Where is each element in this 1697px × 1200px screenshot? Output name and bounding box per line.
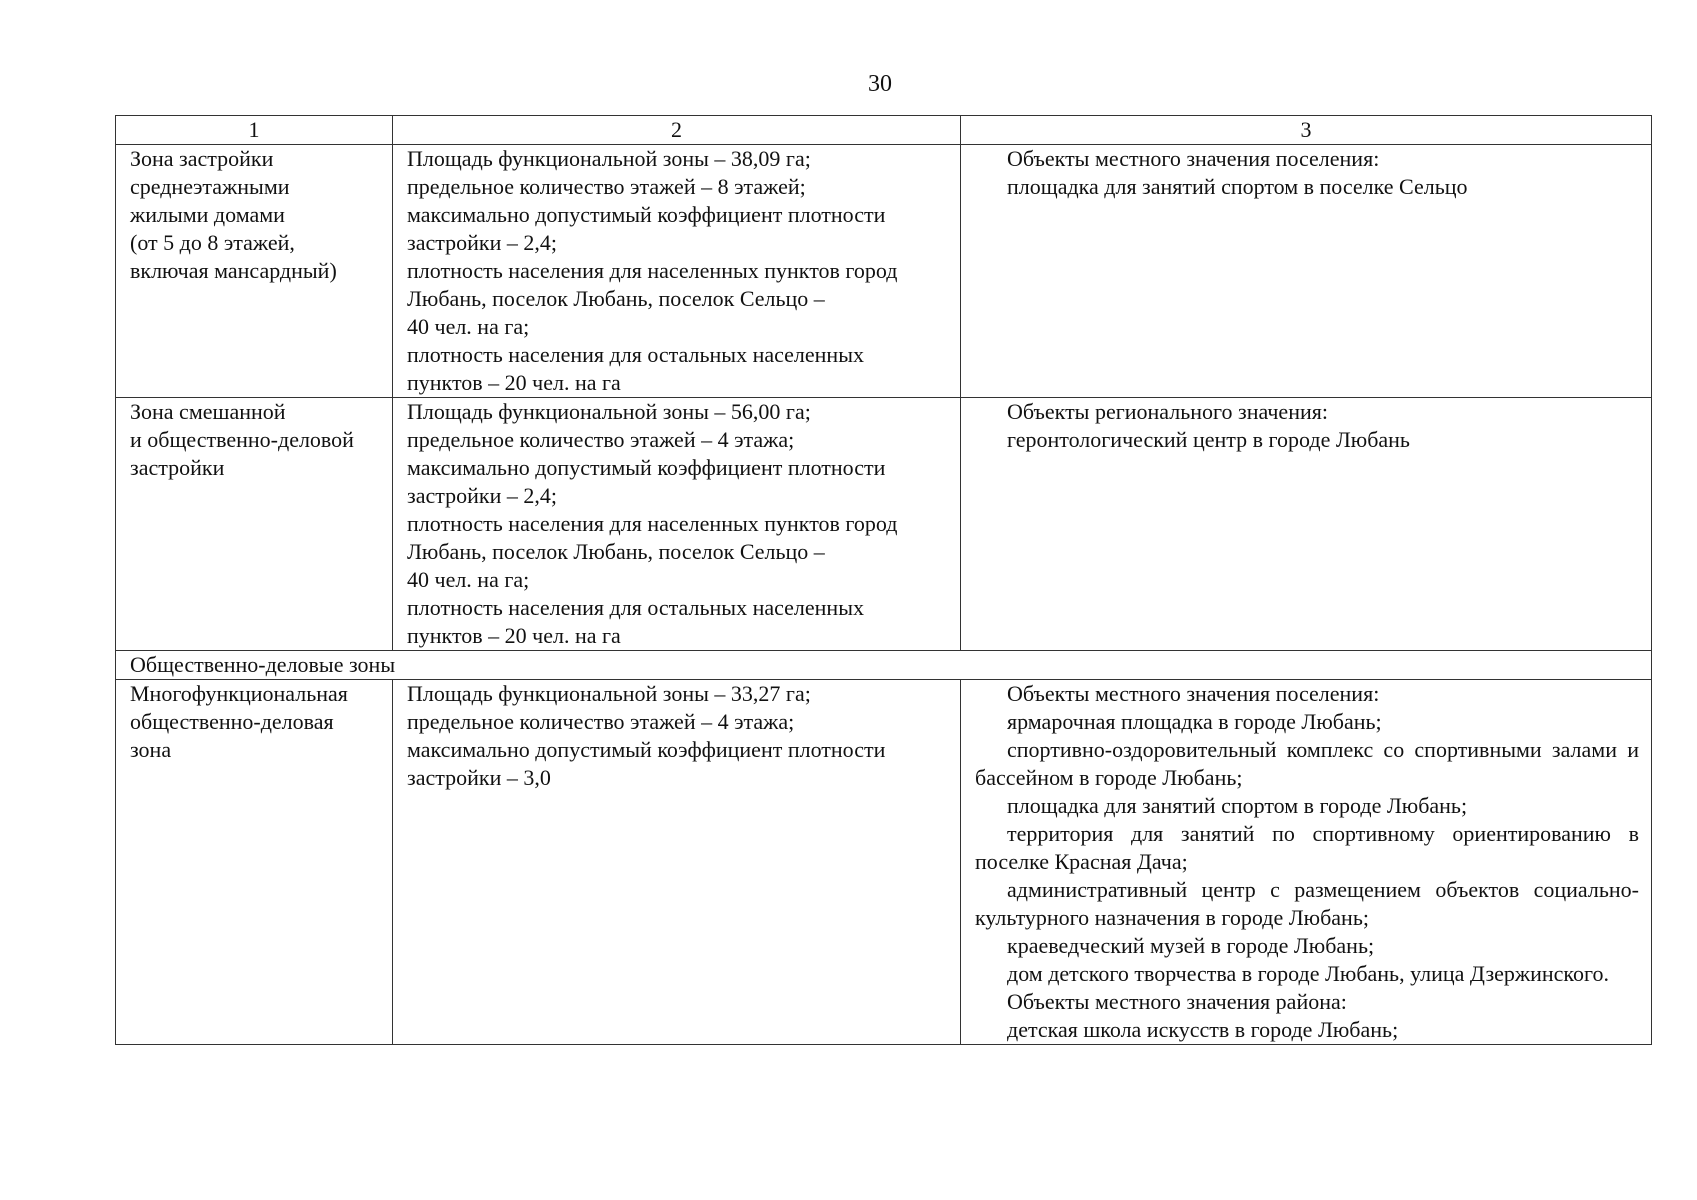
param-line: плотность населения для остальных населенных [407,342,864,367]
zone-objects-cell [961,145,1652,398]
object-line: ярмарочная площадка в городе Любань; [1007,709,1382,734]
param-line: максимально допустимый коэффициент плотности [407,202,886,227]
zone-name-cell [116,680,393,1045]
zones-table [115,115,1652,1045]
param-line: максимально допустимый коэффициент плотности [407,737,886,762]
header-cell-2: 2 [393,116,961,145]
zone-name-line: Многофункциональная [130,681,348,706]
page-number: 30 [868,71,892,97]
param-line: 40 чел. на га; [407,314,530,339]
section-row [116,651,1652,680]
param-line: максимально допустимый коэффициент плотности [407,455,886,480]
param-line: 40 чел. на га; [407,567,530,592]
param-line: плотность населения для населенных пунктов город [407,258,898,283]
zone-name-line: Зона смешанной [130,399,286,424]
object-line: Объекты местного значения поселения: [1007,146,1380,171]
param-line: предельное количество этажей – 4 этажа; [407,709,795,734]
object-line: площадка для занятий спортом в поселке Сельцо [1007,174,1468,199]
object-line: спортивно-оздоровительный комплекс со спортивными залами и бассейном в городе Любань; [975,737,1639,790]
zone-name-cell [116,398,393,651]
section-title: Общественно-деловые зоны [116,651,1652,680]
param-line: застройки – 2,4; [407,483,557,508]
param-line: плотность населения для населенных пунктов город [407,511,898,536]
param-line: предельное количество этажей – 4 этажа; [407,427,795,452]
header-cell-1: 1 [116,116,393,145]
zone-params-cell [393,680,961,1045]
object-line: геронтологический центр в городе Любань [1007,427,1410,452]
object-line: Объекты местного значения района: [1007,989,1347,1014]
param-line: Площадь функциональной зоны – 33,27 га; [407,681,811,706]
param-line: плотность населения для остальных населенных [407,595,864,620]
zone-name-line: (от 5 до 8 этажей, [130,230,295,255]
table-header-row [116,116,1652,145]
object-line: дом детского творчества в городе Любань, улица Дзержинского. [1007,961,1609,986]
zone-name-line: зона [130,737,172,762]
table-row [116,680,1652,1045]
zone-params-cell [393,398,961,651]
object-line: Объекты регионального значения: [1007,399,1328,424]
zone-name-line: жилыми домами [130,202,285,227]
object-line: территория для занятий по спортивному ориентированию в поселке Красная Дача; [975,821,1639,874]
zone-name-cell [116,145,393,398]
param-line: Площадь функциональной зоны – 38,09 га; [407,146,811,171]
zone-name-line: Зона застройки [130,146,274,171]
object-line: административный центр с размещением объектов социально-культурного назначения в городе Любань; [975,877,1639,930]
object-line: краеведческий музей в городе Любань; [1007,933,1375,958]
param-line: предельное количество этажей – 8 этажей; [407,174,806,199]
table-row [116,145,1652,398]
object-line: детская школа искусств в городе Любань; [1007,1017,1399,1042]
zone-objects-cell [961,398,1652,651]
zone-name-line: включая мансардный) [130,258,337,283]
param-line: пунктов – 20 чел. на га [407,370,621,395]
param-line: Площадь функциональной зоны – 56,00 га; [407,399,811,424]
zone-name-line: застройки [130,455,225,480]
param-line: Любань, поселок Любань, поселок Сельцо – [407,539,825,564]
header-cell-3: 3 [961,116,1652,145]
object-line: Объекты местного значения поселения: [1007,681,1380,706]
table-row [116,398,1652,651]
zone-name-line: и общественно-деловой [130,427,354,452]
zone-name-line: среднеэтажными [130,174,290,199]
param-line: застройки – 3,0 [407,765,551,790]
object-line: площадка для занятий спортом в городе Любань; [1007,793,1468,818]
zone-objects-cell [961,680,1652,1045]
zone-name-line: общественно-деловая [130,709,334,734]
param-line: пунктов – 20 чел. на га [407,623,621,648]
param-line: застройки – 2,4; [407,230,557,255]
zone-params-cell [393,145,961,398]
param-line: Любань, поселок Любань, поселок Сельцо – [407,286,825,311]
